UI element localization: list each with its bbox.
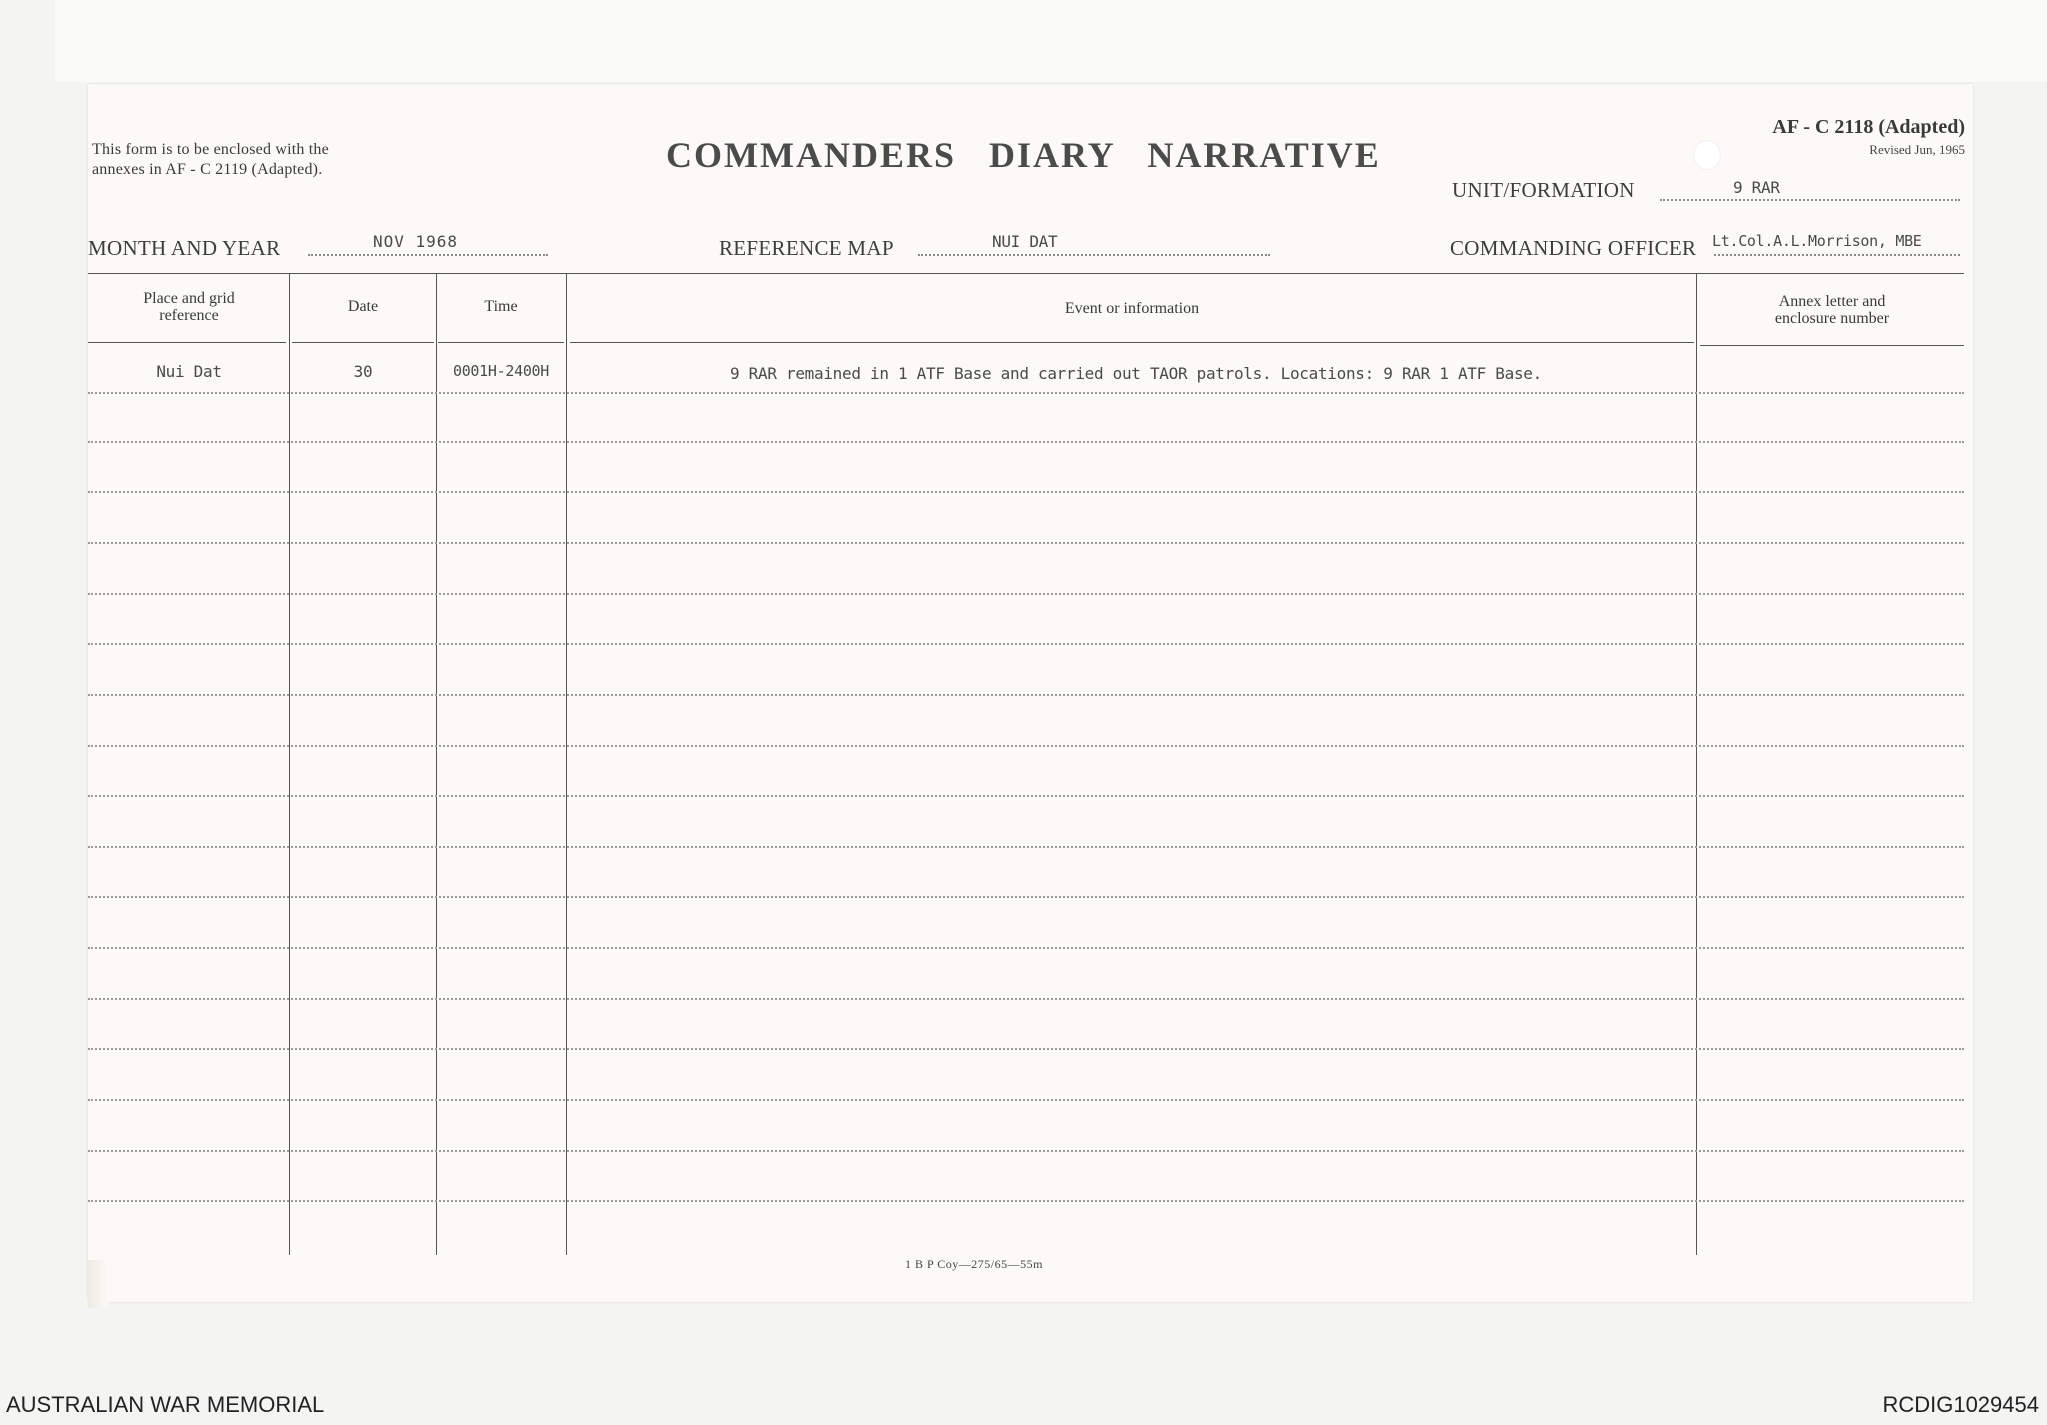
month-year-dotline	[308, 254, 548, 256]
column-header-annex-line1: Annex letter and	[1778, 293, 1886, 310]
month-year-label: MONTH AND YEAR	[88, 236, 281, 260]
printer-imprint: 1 B P Coy—275/65—55m	[905, 1257, 1043, 1271]
column-header-time: Time	[484, 298, 518, 315]
ruled-line	[88, 694, 1964, 696]
ruled-line	[88, 1048, 1964, 1050]
reference-map-value: NUI DAT	[992, 232, 1058, 251]
ruled-line	[88, 795, 1964, 797]
unit-formation-label: UNIT/FORMATION	[1452, 178, 1635, 202]
header-underline-date	[292, 342, 434, 343]
form-number: AF - C 2118 (Adapted)	[1772, 116, 1965, 138]
reference-map-dotline	[918, 254, 1270, 256]
header-underline-place	[88, 342, 286, 343]
column-header-annex-line2: enclosure number	[1774, 310, 1890, 327]
commanding-officer-value: Lt.Col.A.L.Morrison, MBE	[1712, 232, 1922, 250]
ruled-line	[88, 593, 1964, 595]
archive-caption-left: AUSTRALIAN WAR MEMORIAL	[6, 1392, 325, 1417]
column-header-place-line2: reference	[159, 307, 219, 324]
ruled-line	[88, 392, 1964, 394]
archive-caption-right: RCDIG1029454	[1882, 1392, 2039, 1417]
ruled-line	[88, 643, 1964, 645]
ruled-line	[88, 896, 1964, 898]
ruled-line	[88, 998, 1964, 1000]
column-header-annex	[1700, 293, 1964, 327]
enclosure-note	[92, 140, 329, 180]
ruled-line	[88, 542, 1964, 544]
column-divider-event	[1696, 273, 1697, 1255]
commanding-officer-label: COMMANDING OFFICER	[1450, 236, 1697, 260]
header-underline-event	[570, 342, 1694, 343]
column-divider-time	[566, 273, 567, 1255]
column-header-date: Date	[347, 298, 379, 315]
torn-corner	[88, 1260, 108, 1308]
ruled-line	[88, 1150, 1964, 1152]
ruled-line	[88, 491, 1964, 493]
table-top-border	[88, 273, 1964, 274]
commanding-officer-dotline	[1714, 254, 1960, 256]
column-header-event: Event or information	[1064, 300, 1200, 317]
column-header-place-line1: Place and grid	[143, 290, 235, 307]
ruled-line	[88, 947, 1964, 949]
punch-hole	[1693, 140, 1721, 170]
unit-formation-value: 9 RAR	[1733, 178, 1780, 197]
revised-date: Revised Jun, 1965	[1869, 142, 1965, 157]
reference-map-label: REFERENCE MAP	[719, 236, 894, 260]
unit-formation-dotline	[1660, 199, 1960, 201]
ruled-line	[88, 441, 1964, 443]
entry-time: 0001H-2400H	[452, 362, 550, 380]
column-divider-place	[289, 273, 290, 1255]
form-sheet	[88, 84, 1973, 1302]
form-title: COMMANDERS DIARY NARRATIVE	[666, 135, 1381, 175]
enclosure-note-line1: This form is to be enclosed with the	[92, 141, 329, 158]
header-underline-time	[438, 342, 564, 343]
ruled-line	[88, 1200, 1964, 1202]
column-divider-date	[436, 273, 437, 1255]
entry-event: 9 RAR remained in 1 ATF Base and carried out TAOR patrols. Locations: 9 RAR 1 ATF Base.	[730, 364, 1542, 383]
scan-background-strip	[55, 0, 2047, 82]
header-underline-annex	[1700, 345, 1964, 346]
entry-place: Nui Dat	[156, 362, 222, 381]
entry-date: 30	[353, 362, 373, 381]
ruled-line	[88, 1099, 1964, 1101]
ruled-line	[88, 745, 1964, 747]
column-header-place	[92, 290, 286, 324]
enclosure-note-line2: annexes in AF - C 2119 (Adapted).	[92, 161, 323, 178]
ruled-line	[88, 846, 1964, 848]
month-year-value: NOV 1968	[373, 232, 459, 251]
